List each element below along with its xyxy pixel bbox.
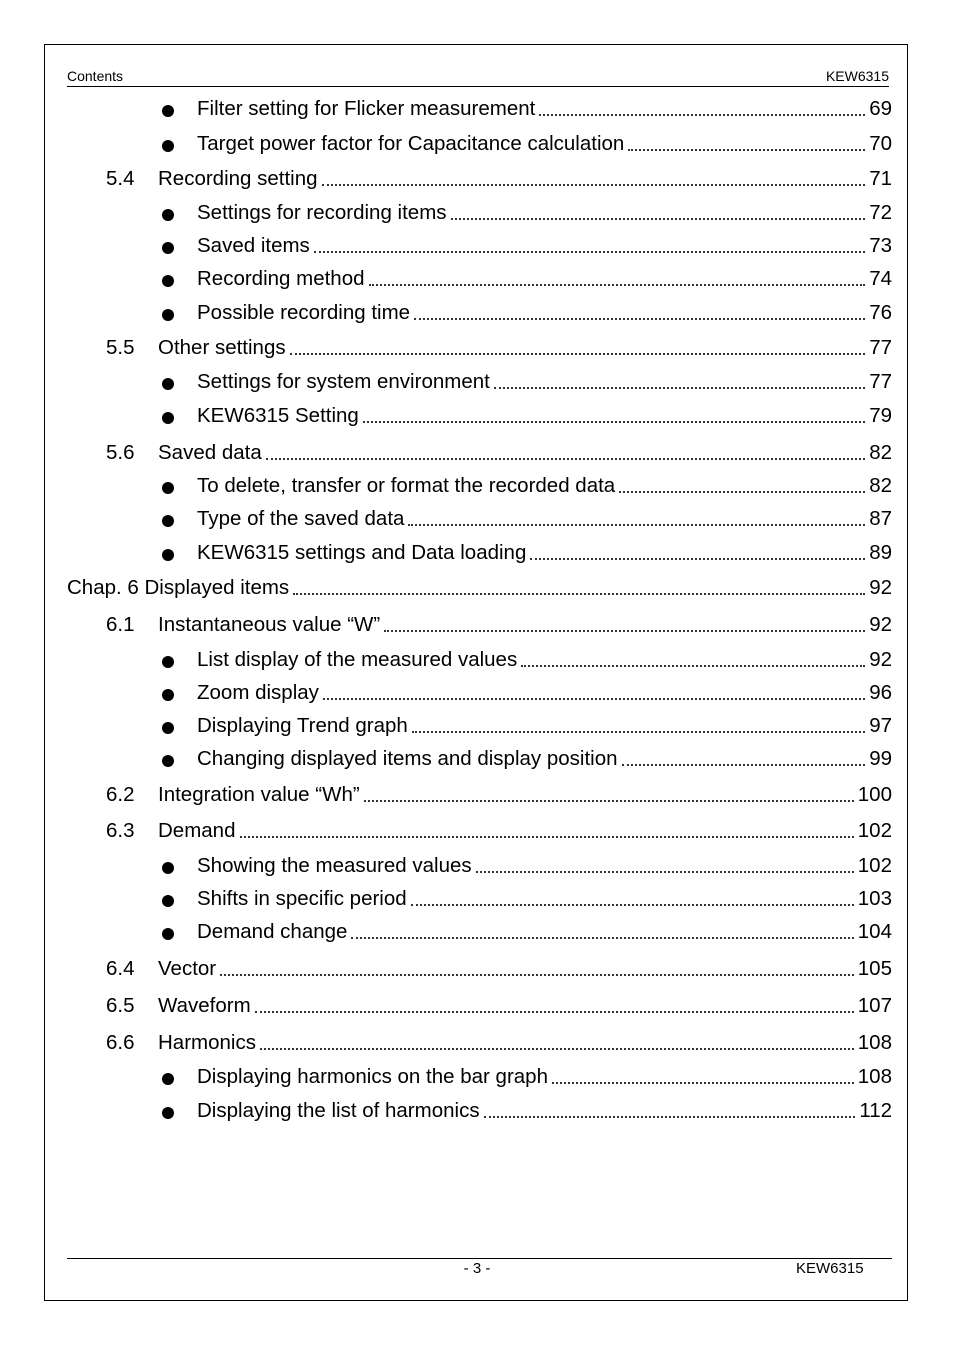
toc-entry[interactable] bbox=[67, 161, 892, 196]
toc-entry[interactable] bbox=[67, 776, 892, 812]
dot-leader bbox=[412, 730, 865, 733]
entry-page-number: 79 bbox=[869, 404, 892, 427]
bullet-icon bbox=[162, 515, 174, 527]
dot-leader bbox=[240, 835, 854, 838]
bullet-icon bbox=[162, 549, 174, 561]
bullet-icon bbox=[162, 928, 174, 940]
bullet-icon bbox=[162, 309, 174, 321]
table-of-contents bbox=[67, 92, 892, 1128]
entry-page-number: 92 bbox=[869, 613, 892, 636]
dot-leader bbox=[411, 903, 854, 906]
entry-label: Settings for recording items bbox=[197, 201, 447, 224]
entry-page-number: 87 bbox=[869, 507, 892, 530]
entry-page-number: 69 bbox=[869, 97, 892, 120]
toc-entry[interactable] bbox=[67, 642, 892, 677]
dot-leader bbox=[323, 697, 865, 700]
dot-leader bbox=[451, 217, 866, 220]
toc-entry[interactable] bbox=[67, 743, 892, 776]
dot-leader bbox=[369, 283, 866, 286]
dot-leader bbox=[476, 870, 854, 873]
entry-label: Type of the saved data bbox=[197, 507, 405, 530]
bullet-icon bbox=[162, 656, 174, 668]
entry-page-number: 99 bbox=[869, 747, 892, 770]
toc-entry[interactable] bbox=[67, 916, 892, 949]
toc-entry[interactable] bbox=[67, 365, 892, 399]
header-section-title: Contents bbox=[67, 68, 124, 84]
toc-entry[interactable] bbox=[67, 470, 892, 503]
entry-page-number: 103 bbox=[857, 887, 892, 910]
dot-leader bbox=[364, 799, 854, 802]
dot-leader bbox=[290, 352, 866, 355]
entry-label: Integration value “Wh” bbox=[158, 783, 360, 806]
bullet-icon bbox=[162, 689, 174, 701]
entry-page-number: 74 bbox=[869, 267, 892, 290]
dot-leader bbox=[628, 148, 865, 151]
entry-page-number: 107 bbox=[857, 994, 892, 1017]
entry-label: Target power factor for Capacitance calculation bbox=[197, 132, 625, 155]
entry-label: To delete, transfer or format the recorded data bbox=[197, 474, 616, 497]
section-number: 5.6 bbox=[106, 441, 135, 464]
entry-page-number: 102 bbox=[857, 854, 892, 877]
entry-page-number: 77 bbox=[869, 336, 892, 359]
dot-leader bbox=[220, 973, 854, 976]
entry-label: Vector bbox=[158, 957, 217, 980]
toc-entry[interactable] bbox=[67, 230, 892, 263]
dot-leader bbox=[539, 113, 865, 116]
bullet-icon bbox=[162, 378, 174, 390]
toc-entry[interactable] bbox=[67, 399, 892, 433]
bullet-icon bbox=[162, 242, 174, 254]
entry-page-number: 73 bbox=[869, 234, 892, 257]
entry-page-number: 105 bbox=[857, 957, 892, 980]
entry-label: Instantaneous value “W” bbox=[158, 613, 381, 636]
bullet-icon bbox=[162, 895, 174, 907]
toc-entry[interactable] bbox=[67, 570, 892, 605]
bullet-icon bbox=[162, 1073, 174, 1085]
bullet-icon bbox=[162, 412, 174, 424]
entry-label: Saved data bbox=[158, 441, 262, 464]
entry-page-number: 71 bbox=[869, 167, 892, 190]
dot-leader bbox=[521, 664, 865, 667]
section-number: 5.4 bbox=[106, 167, 135, 190]
entry-page-number: 76 bbox=[869, 301, 892, 324]
toc-entry[interactable] bbox=[67, 433, 892, 470]
entry-label: Harmonics bbox=[158, 1031, 256, 1054]
section-number: 6.3 bbox=[106, 819, 135, 842]
entry-label: Recording setting bbox=[158, 167, 318, 190]
entry-page-number: 82 bbox=[869, 474, 892, 497]
bullet-icon bbox=[162, 140, 174, 152]
section-number: 6.4 bbox=[106, 957, 135, 980]
toc-entry[interactable] bbox=[67, 848, 892, 883]
dot-leader bbox=[266, 457, 865, 460]
dot-leader bbox=[552, 1081, 854, 1084]
bullet-icon bbox=[162, 862, 174, 874]
page-header bbox=[67, 68, 889, 87]
section-number: 5.5 bbox=[106, 336, 135, 359]
dot-leader bbox=[255, 1010, 854, 1013]
entry-label: Other settings bbox=[158, 336, 286, 359]
entry-label: Shifts in specific period bbox=[197, 887, 407, 910]
dot-leader bbox=[530, 557, 865, 560]
entry-label: Saved items bbox=[197, 234, 310, 257]
dot-leader bbox=[293, 592, 865, 595]
bullet-icon bbox=[162, 722, 174, 734]
dot-leader bbox=[414, 317, 865, 320]
toc-entry[interactable] bbox=[67, 92, 892, 126]
entry-page-number: 96 bbox=[869, 681, 892, 704]
toc-entry[interactable] bbox=[67, 986, 892, 1023]
dot-leader bbox=[314, 250, 865, 253]
entry-page-number: 70 bbox=[869, 132, 892, 155]
entry-label: Displaying the list of harmonics bbox=[197, 1099, 480, 1122]
dot-leader bbox=[494, 386, 865, 389]
toc-entry[interactable] bbox=[67, 677, 892, 710]
toc-entry[interactable] bbox=[67, 812, 892, 848]
entry-label: Demand bbox=[158, 819, 236, 842]
dot-leader bbox=[351, 936, 853, 939]
dot-leader bbox=[322, 183, 866, 186]
dot-leader bbox=[622, 763, 866, 766]
bullet-icon bbox=[162, 209, 174, 221]
toc-entry[interactable] bbox=[67, 196, 892, 230]
entry-page-number: 97 bbox=[869, 714, 892, 737]
footer-page-number: - 3 - bbox=[463, 1260, 491, 1277]
entry-page-number: 92 bbox=[869, 648, 892, 671]
entry-label: Chap. 6 Displayed items bbox=[67, 576, 290, 599]
entry-page-number: 77 bbox=[869, 370, 892, 393]
dot-leader bbox=[408, 523, 865, 526]
section-number: 6.6 bbox=[106, 1031, 135, 1054]
entry-page-number: 82 bbox=[869, 441, 892, 464]
entry-page-number: 72 bbox=[869, 201, 892, 224]
entry-label: Possible recording time bbox=[197, 301, 411, 324]
entry-label: List display of the measured values bbox=[197, 648, 518, 671]
toc-entry[interactable] bbox=[67, 710, 892, 743]
bullet-icon bbox=[162, 1107, 174, 1119]
entry-page-number: 108 bbox=[857, 1031, 892, 1054]
entry-label: Displaying harmonics on the bar graph bbox=[197, 1065, 548, 1088]
toc-entry[interactable] bbox=[67, 1060, 892, 1094]
toc-entry[interactable] bbox=[67, 296, 892, 330]
toc-entry[interactable] bbox=[67, 126, 892, 161]
toc-entry[interactable] bbox=[67, 883, 892, 916]
entry-label: KEW6315 Setting bbox=[197, 404, 359, 427]
toc-entry[interactable] bbox=[67, 536, 892, 570]
entry-page-number: 102 bbox=[857, 819, 892, 842]
toc-entry[interactable] bbox=[67, 949, 892, 986]
entry-page-number: 104 bbox=[857, 920, 892, 943]
toc-entry[interactable] bbox=[67, 503, 892, 536]
toc-entry[interactable] bbox=[67, 1094, 892, 1128]
entry-page-number: 100 bbox=[857, 783, 892, 806]
entry-page-number: 108 bbox=[857, 1065, 892, 1088]
header-model-name: KEW6315 bbox=[825, 68, 889, 84]
section-number: 6.5 bbox=[106, 994, 135, 1017]
entry-label: Recording method bbox=[197, 267, 365, 290]
entry-label: KEW6315 settings and Data loading bbox=[197, 541, 527, 564]
dot-leader bbox=[260, 1047, 854, 1050]
bullet-icon bbox=[162, 105, 174, 117]
section-number: 6.2 bbox=[106, 783, 135, 806]
footer-model-name: KEW6315 bbox=[796, 1260, 864, 1277]
bullet-icon bbox=[162, 755, 174, 767]
toc-entry[interactable] bbox=[67, 263, 892, 296]
entry-label: Filter setting for Flicker measurement bbox=[197, 97, 536, 120]
entry-label: Showing the measured values bbox=[197, 854, 472, 877]
entry-page-number: 89 bbox=[869, 541, 892, 564]
toc-entry[interactable] bbox=[67, 1023, 892, 1060]
dot-leader bbox=[619, 490, 865, 493]
footer-divider bbox=[67, 1258, 892, 1259]
dot-leader bbox=[363, 420, 865, 423]
dot-leader bbox=[384, 629, 865, 632]
toc-entry[interactable] bbox=[67, 330, 892, 365]
section-number: 6.1 bbox=[106, 613, 135, 636]
entry-label: Waveform bbox=[158, 994, 251, 1017]
entry-label: Changing displayed items and display position bbox=[197, 747, 618, 770]
dot-leader bbox=[484, 1115, 856, 1118]
toc-entry[interactable] bbox=[67, 605, 892, 642]
bullet-icon bbox=[162, 482, 174, 494]
entry-label: Settings for system environment bbox=[197, 370, 490, 393]
entry-label: Zoom display bbox=[197, 681, 319, 704]
bullet-icon bbox=[162, 275, 174, 287]
entry-page-number: 92 bbox=[869, 576, 892, 599]
entry-label: Demand change bbox=[197, 920, 348, 943]
entry-label: Displaying Trend graph bbox=[197, 714, 408, 737]
entry-page-number: 112 bbox=[859, 1099, 892, 1122]
